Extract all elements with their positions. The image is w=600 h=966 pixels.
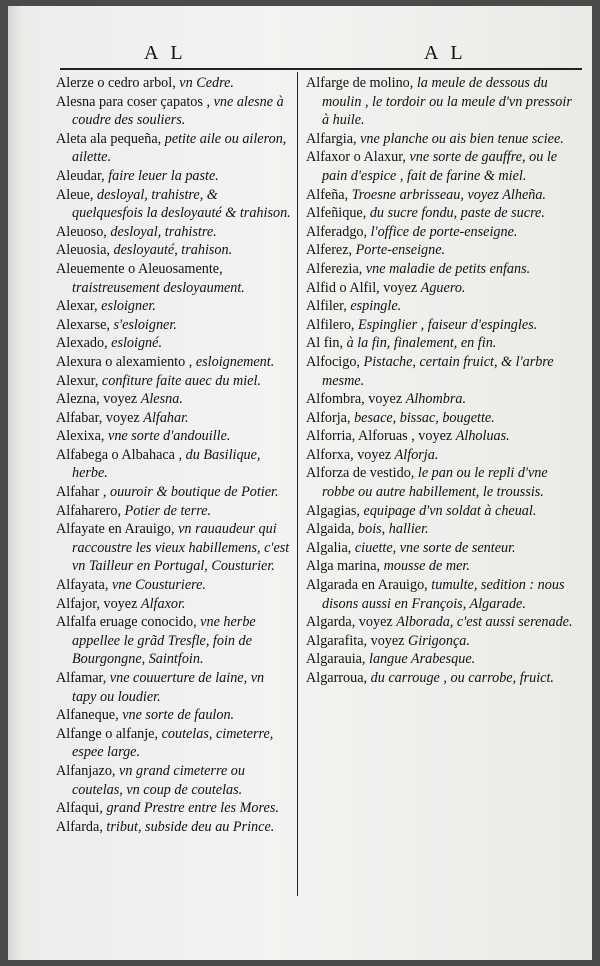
entry-definition: petite aile ou aileron, ailette. — [72, 130, 287, 166]
entry-definition: grand Prestre entre les Mores. — [106, 800, 279, 817]
dictionary-entry — [56, 725, 292, 762]
entry-definition: Alhombra. — [405, 391, 466, 408]
dictionary-entry — [306, 632, 582, 651]
entry-headword: Alferez, — [306, 242, 353, 259]
entry-headword: Alfahar , — [56, 484, 107, 501]
entry-headword: Alezna, voyez — [56, 391, 138, 408]
entry-headword: Alfeñique, — [306, 205, 367, 222]
dictionary-entry — [306, 409, 582, 428]
entry-definition: esloigner. — [101, 298, 156, 315]
page-gutter-shadow — [8, 6, 22, 960]
dictionary-entry — [306, 464, 582, 501]
dictionary-entry — [306, 260, 582, 279]
dictionary-entry — [56, 427, 292, 446]
entry-headword: Aleuoso, — [56, 223, 107, 240]
entry-headword: Alferezia, — [306, 260, 363, 277]
entry-definition: s'esloigner. — [113, 316, 177, 333]
entry-definition: Alfaxor. — [140, 595, 186, 612]
entry-headword: Algagias, — [306, 502, 360, 519]
entry-headword: Alfaneque, — [56, 707, 119, 724]
entry-headword: Alfilero, — [306, 316, 355, 333]
dictionary-entry — [56, 223, 292, 242]
dictionary-entry — [56, 260, 292, 297]
entry-headword: Algalia, — [306, 539, 352, 556]
entry-headword: Aleuosia, — [56, 242, 110, 259]
entry-headword: Alfamar, — [56, 670, 107, 686]
dictionary-entry — [306, 427, 582, 446]
entry-definition: vn grand cimeterre ou coutelas, vn coup de coutelas. — [72, 762, 245, 798]
dictionary-entry — [306, 241, 582, 260]
entry-definition: espingle. — [350, 298, 402, 315]
entry-headword: Alfabar, voyez — [56, 409, 140, 426]
dictionary-entry — [56, 130, 292, 167]
entry-headword: Alfaqui, — [56, 800, 103, 817]
entry-definition: vne Cousturiere. — [111, 577, 206, 594]
entry-definition: besace, bissac, bougette. — [354, 409, 495, 426]
entry-definition: du Basilique, herbe. — [72, 446, 261, 482]
entry-headword: Aleudar, — [56, 167, 105, 184]
dictionary-entry — [56, 390, 292, 409]
entry-definition: ouuroir & boutique de Potier. — [109, 484, 279, 501]
dictionary-entry — [56, 297, 292, 316]
entry-headword: Alfanjazo, — [56, 762, 116, 779]
dictionary-entry — [56, 669, 292, 706]
entry-headword: Alfeña, — [306, 186, 349, 203]
dictionary-entry — [306, 390, 582, 409]
entry-headword: Alfargia, — [306, 130, 357, 147]
entry-definition: vne sorte de faulon. — [122, 707, 235, 724]
dictionary-entry — [56, 576, 292, 595]
dictionary-entry — [56, 241, 292, 260]
entry-headword: Alfange o alfanje, — [56, 725, 159, 742]
entry-headword: Alexado, — [56, 335, 108, 352]
dictionary-entry — [306, 557, 582, 576]
entry-definition: langue Arabesque. — [369, 651, 476, 668]
dictionary-entry — [56, 502, 292, 521]
entry-headword: Alesna para coser çapatos , — [56, 93, 211, 110]
entry-headword: Alfabega o Albahaca , — [56, 446, 183, 463]
entry-headword: Alerze o cedro arbol, — [56, 75, 176, 91]
entry-definition: du sucre fondu, paste de sucre. — [369, 205, 545, 222]
entry-headword: Alfarda, — [56, 818, 103, 835]
dictionary-entry — [56, 799, 292, 818]
entry-headword: Alfalfa eruage conocido, — [56, 614, 197, 631]
entry-definition: confiture faite auec du miel. — [101, 372, 261, 389]
dictionary-entry — [306, 353, 582, 390]
entry-definition: traistreusement desloyaument. — [72, 279, 245, 296]
dictionary-entry — [56, 818, 292, 837]
entry-definition: vne couuerture de laine, vn tapy ou loudier. — [72, 670, 265, 705]
entry-headword: Alexarse, — [56, 316, 110, 333]
entry-definition: Alfahar. — [143, 409, 189, 426]
entry-definition: tumulte, sedition : nous disons aussi en François, Algarade. — [322, 577, 565, 612]
entry-definition: Espinglier , faiseur d'espingles. — [358, 316, 538, 333]
entry-definition: Potier de terre. — [124, 502, 212, 519]
entry-definition: desloyauté, trahison. — [113, 242, 233, 259]
dictionary-entry — [306, 650, 582, 669]
entry-definition: Pistache, certain fruict, & l'arbre mesme. — [322, 353, 554, 389]
dictionary-entry — [306, 613, 582, 632]
entry-headword: Alexar, — [56, 298, 98, 315]
entry-headword: Alexura o alexamiento , — [56, 353, 193, 370]
entry-headword: Aleuemente o Aleuosamente, — [56, 260, 223, 277]
entry-headword: Alexixa, — [56, 428, 105, 445]
entry-definition: vne sorte de gauffre, ou le pain d'espice , fait de farine & miel. — [322, 149, 558, 184]
entry-definition: vne alesne à coudre des souliers. — [72, 93, 284, 129]
entry-headword: Algarroua, — [306, 670, 368, 686]
dictionary-entry — [56, 353, 292, 372]
dictionary-entry — [56, 167, 292, 186]
entry-headword: Alfajor, voyez — [56, 595, 138, 612]
entry-headword: Algarada en Arauigo, — [306, 577, 428, 594]
dictionary-entry — [56, 186, 292, 223]
entry-headword: Alfarge de molino, — [306, 75, 414, 91]
entry-headword: Alga marina, — [306, 558, 381, 575]
entry-definition: Troesne arbrisseau, voyez Alheña. — [351, 186, 546, 203]
entry-definition: ciuette, vne sorte de senteur. — [354, 539, 516, 556]
dictionary-entry — [306, 130, 582, 149]
dictionary-entry — [306, 539, 582, 558]
entry-headword: Alfayate en Arauigo, — [56, 521, 175, 538]
column-divider — [297, 72, 298, 896]
entry-headword: Alforza de vestido, — [306, 465, 415, 482]
entry-definition: vne herbe appellee le grãd Tresfle, foin de Bourgongne, Saintfoin. — [72, 614, 256, 668]
dictionary-entry — [56, 316, 292, 335]
entry-definition: Alborada, c'est aussi serenade. — [396, 614, 573, 631]
dictionary-entry — [306, 316, 582, 335]
dictionary-entry — [56, 706, 292, 725]
entry-definition: vne sorte d'andouille. — [108, 428, 231, 445]
dictionary-entry — [56, 74, 292, 93]
entry-headword: Alfaxor o Alaxur, — [306, 149, 406, 166]
running-head-right: A L — [424, 42, 467, 64]
header-rule — [60, 68, 582, 70]
entry-headword: Algarauia, — [306, 651, 366, 668]
dictionary-entry — [56, 372, 292, 391]
right-column — [306, 74, 582, 688]
entry-definition: vne planche ou ais bien tenue sciee. — [360, 130, 564, 147]
entry-definition: equipage d'vn soldat à cheual. — [363, 502, 537, 519]
entry-headword: Alfid o Alfil, voyez — [306, 279, 418, 296]
entry-definition: tribut, subside deu au Prince. — [106, 818, 275, 835]
entry-definition: mousse de mer. — [383, 558, 470, 575]
left-column — [56, 74, 292, 836]
entry-definition: desloyal, trahistre. — [110, 223, 217, 240]
dictionary-entry — [56, 595, 292, 614]
entry-definition: Porte-enseigne. — [355, 242, 446, 259]
dictionary-entry — [306, 223, 582, 242]
dictionary-entry — [306, 502, 582, 521]
running-head-left: A L — [144, 42, 187, 64]
entry-headword: Alforja, — [306, 409, 351, 426]
entry-definition: Girigonça. — [408, 632, 470, 649]
entry-headword: Aleue, — [56, 186, 94, 203]
entry-definition: Alholuas. — [455, 428, 510, 445]
entry-headword: Alfiler, — [306, 298, 347, 315]
entry-definition: l'office de porte-enseigne. — [370, 223, 518, 240]
dictionary-entry — [306, 186, 582, 205]
dictionary-entry — [56, 409, 292, 428]
entry-definition: Alforja. — [394, 446, 439, 463]
entry-headword: Algarafita, voyez — [306, 632, 405, 649]
entry-headword: Alferadgo, — [306, 223, 368, 240]
entry-headword: Alfombra, voyez — [306, 391, 403, 408]
entry-definition: esloignement. — [195, 353, 275, 370]
entry-definition: le pan ou le repli d'vne robbe ou autre habillement, le troussis. — [322, 465, 548, 501]
entry-definition: faire leuer la paste. — [108, 167, 219, 184]
dictionary-entry — [306, 669, 582, 688]
entry-headword: Al fin, — [306, 335, 344, 352]
dictionary-entry — [56, 483, 292, 502]
dictionary-entry — [56, 334, 292, 353]
dictionary-entry — [306, 204, 582, 223]
entry-headword: Alforxa, voyez — [306, 446, 392, 463]
dictionary-entry — [306, 520, 582, 539]
entry-headword: Alforria, Alforuas , voyez — [306, 428, 453, 445]
entry-headword: Alfayata, — [56, 577, 109, 594]
entry-definition: desloyal, trahistre, & quelquesfois la desloyauté & trahison. — [72, 186, 291, 222]
dictionary-entry — [306, 74, 582, 130]
dictionary-entry — [306, 148, 582, 185]
entry-definition: du carrouge , ou carrobe, fruict. — [370, 670, 554, 686]
dictionary-entry — [56, 446, 292, 483]
dictionary-entry — [306, 446, 582, 465]
entry-definition: coutelas, cimeterre, espee large. — [72, 725, 274, 761]
dictionary-entry — [56, 762, 292, 799]
entry-headword: Algaida, — [306, 521, 355, 538]
dictionary-entry — [306, 279, 582, 298]
entry-headword: Algarda, voyez — [306, 614, 393, 631]
entry-definition: vn rauaudeur qui raccoustre les vieux habillemens, c'est vn Tailleur en Portugal, Cousturier. — [72, 521, 290, 575]
entry-definition: Alesna. — [140, 391, 183, 408]
entry-headword: Alfocigo, — [306, 353, 360, 370]
entry-definition: bois, hallier. — [358, 521, 429, 538]
dictionary-entry — [306, 576, 582, 613]
dictionary-entry — [56, 93, 292, 130]
entry-headword: Alfaharero, — [56, 502, 121, 519]
entry-definition: la meule de dessous du moulin , le tordoir ou la meule d'vn pressoir à huile. — [322, 75, 572, 129]
entry-headword: Alexur, — [56, 372, 99, 389]
dictionary-entry — [306, 334, 582, 353]
entry-definition: à la fin, finalement, en fin. — [346, 335, 497, 352]
entry-definition: esloigné. — [111, 335, 162, 352]
entry-definition: vn Cedre. — [179, 75, 234, 91]
dictionary-entry — [56, 613, 292, 669]
entry-definition: Aguero. — [420, 279, 466, 296]
dictionary-entry — [306, 297, 582, 316]
entry-definition: vne maladie de petits enfans. — [365, 260, 531, 277]
entry-headword: Aleta ala pequeña, — [56, 130, 162, 147]
dictionary-page — [8, 6, 592, 960]
dictionary-entry — [56, 520, 292, 576]
